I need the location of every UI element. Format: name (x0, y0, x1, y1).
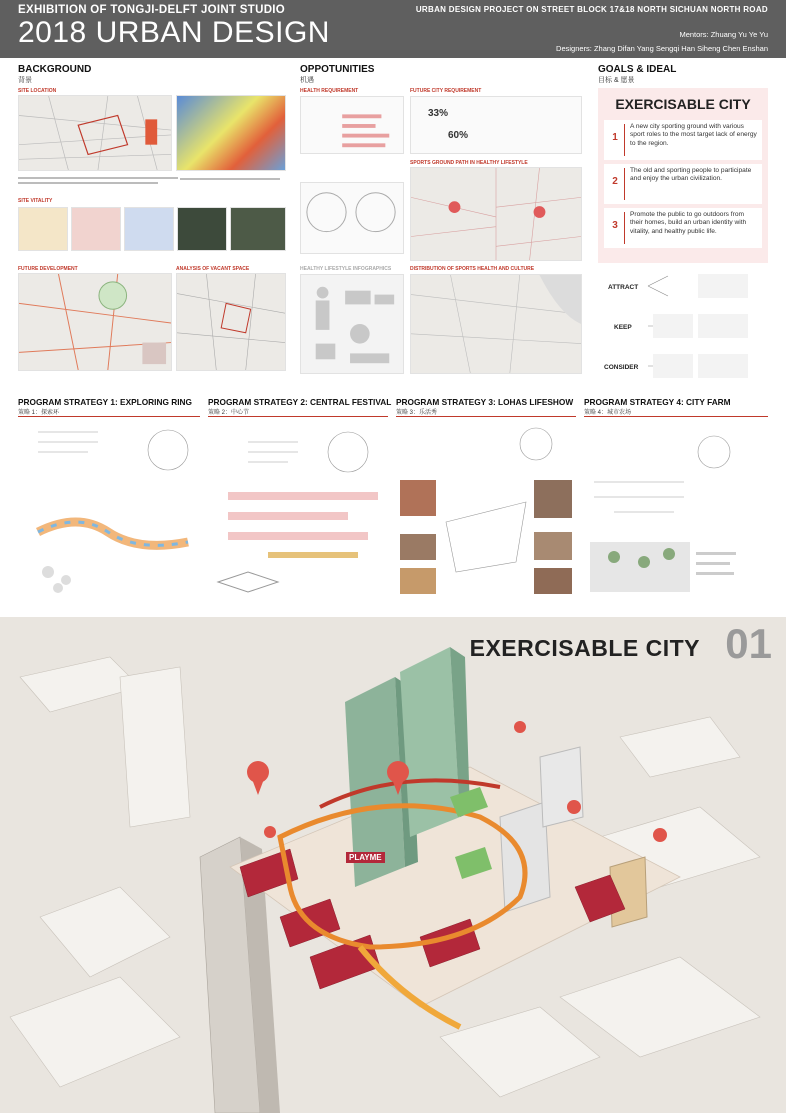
project-title: URBAN DESIGN PROJECT ON STREET BLOCK 17&18 NORTH SICHUAN NORTH ROAD (415, 5, 768, 14)
caption-line (18, 177, 178, 179)
future-development-label: FUTURE DEVELOPMENT (18, 266, 78, 272)
vitality-photo-1 (177, 207, 227, 251)
stat-33: 33% (428, 108, 449, 119)
strategy-1-subtitle: 策略 1：探索环 (18, 410, 60, 416)
vitality-map-2 (71, 207, 121, 251)
action-consider: CONSIDER (604, 364, 639, 371)
goal-number: 2 (612, 176, 618, 187)
future-city-stats (410, 96, 582, 154)
site-heatmap (176, 95, 286, 171)
caption-line (180, 178, 280, 180)
exhibition-title: EXHIBITION OF TONGJI-DELFT JOINT STUDIO (18, 4, 286, 16)
sports-distribution-label: DISTRIBUTION OF SPORTS HEALTH AND CULTURE (410, 266, 535, 272)
health-bar-chart (300, 96, 404, 154)
vitality-map-1 (18, 207, 68, 251)
goal-divider (624, 124, 625, 156)
vitality-map-3 (124, 207, 174, 251)
poster-title: 2018 URBAN DESIGN (18, 16, 330, 49)
playme-sign: PLAYME (346, 852, 385, 863)
action-attract: ATTRACT (608, 284, 639, 291)
goal-number: 3 (612, 220, 618, 231)
goal-item (604, 164, 762, 204)
goal-item (604, 208, 762, 248)
goal-item (604, 120, 762, 160)
goal-divider (624, 212, 625, 244)
opportunities-subtitle: 机遇 (300, 77, 314, 84)
future-development-map (18, 273, 172, 371)
goals-box (598, 88, 768, 263)
circle-diagrams (300, 182, 404, 254)
opportunities-title: OPPOTUNITIES (300, 64, 375, 75)
goal-text: The old and sporting people to participate and enjoy the urban civilization. (630, 167, 752, 183)
isometric-render-drawing (0, 617, 786, 1113)
distribution-map (410, 274, 582, 374)
health-requirement-label: HEALTH REQUIREMENT (300, 88, 359, 94)
strategy-4-rule (584, 416, 768, 417)
site-location-label: SITE LOCATION (18, 88, 57, 94)
lohas-lifeshow-diagram (396, 422, 576, 602)
site-vitality-label: SITE VITALITY (18, 198, 53, 204)
strategy-4-subtitle: 策略 4：城市农场 (584, 410, 632, 416)
poster-header (0, 0, 786, 58)
render-number: 01 (725, 620, 772, 667)
strategy-1-title: PROGRAM STRATEGY 1: EXPLORING RING (18, 397, 192, 407)
designers-line: Designers: Zhang Difan Yang Sengqi Han Siheng Chen Enshan (556, 44, 768, 53)
background-title: BACKGROUND (18, 64, 92, 75)
strategy-3-rule (396, 416, 576, 417)
goals-headline: EXERCISABLE CITY (615, 96, 751, 112)
goal-text: Promote the public to go outdoors from their homes, build an urban identity with vitality, and healthy public life. (630, 211, 747, 235)
vacant-space-map (176, 273, 286, 371)
sports-path-maps (410, 167, 582, 261)
strategy-2-title: PROGRAM STRATEGY 2: CENTRAL FESTIVAL (208, 397, 392, 407)
strategy-3-title: PROGRAM STRATEGY 3: LOHAS LIFESHOW (396, 397, 574, 407)
future-city-requirement-label: FUTURE CITY REQUIREMENT (410, 88, 482, 94)
action-keep: KEEP (614, 324, 632, 331)
isometric-render (0, 617, 786, 1113)
goal-text: A new city sporting ground with various sport roles to the most target lack of energy to the region. (630, 123, 757, 147)
sports-path-label: SPORTS GROUND PATH IN HEALTHY LIFESTYLE (410, 160, 528, 166)
background-subtitle: 背景 (18, 77, 32, 84)
strategy-4-title: PROGRAM STRATEGY 4: CITY FARM (584, 397, 731, 407)
lifestyle-infographic (300, 274, 404, 374)
goals-title: GOALS & IDEAL (598, 64, 677, 75)
city-farm-diagram (584, 422, 768, 602)
stat-60: 60% (448, 130, 469, 141)
strategy-2-rule (208, 416, 388, 417)
central-festival-diagram (208, 422, 388, 602)
mentors-line: Mentors: Zhuang Yu Ye Yu (679, 30, 768, 39)
render-title: EXERCISABLE CITY (469, 635, 700, 661)
caption-line (18, 182, 158, 184)
goal-number: 1 (612, 132, 618, 143)
goal-flow-diagram (598, 272, 768, 384)
strategy-3-subtitle: 策略 3：乐活秀 (396, 410, 438, 416)
site-location-map (18, 95, 172, 171)
exploring-ring-diagram (18, 422, 200, 602)
strategy-1-rule (18, 416, 200, 417)
infographics-label: HEALTHY LIFESTYLE INFOGRAPHICS (300, 266, 392, 272)
goal-divider (624, 168, 625, 200)
strategy-2-subtitle: 策略 2：中心节 (208, 410, 250, 416)
vacant-space-label: ANALYSIS OF VACANT SPACE (176, 266, 250, 272)
vitality-photo-2 (230, 207, 286, 251)
goals-subtitle: 目标 & 愿景 (598, 77, 635, 84)
